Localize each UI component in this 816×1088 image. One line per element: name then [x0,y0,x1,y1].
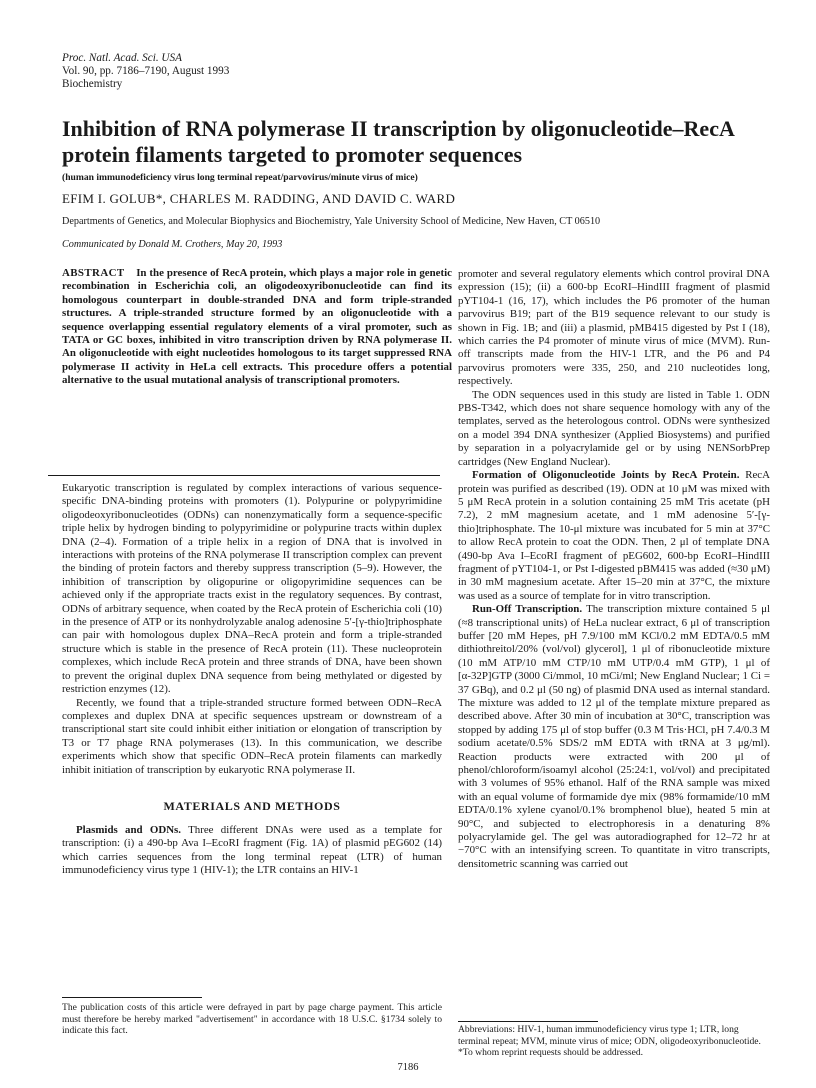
abstract-text: In the presence of RecA protein, which plays a major role in genetic recombination in Escherichia coli, an oligodeoxyribonucleotide can find its homologous counterpart in double-stranded DNA and form triple-stranded structures. A triple-stranded structure formed by an oligonucleotide with a sequence overlapping essential regulatory elements of a viral promoter, such as TATA or GC boxes, inhibited in vitro transcription driven by RNA polymerase II. An oligonucleotide with eight nucleotides homologous to its target suppressed RNA polymerase II activity in HeLa cell extracts. This procedure offers a potential alternative to the usual mutational analysis of transcriptional promoters. [62,267,453,387]
abbreviations-text: Abbreviations: HIV-1, human immunodeficiency virus type 1; LTR, long terminal repeat; MVM, minute virus of mice; ODN, oligodeoxyribonucleotide. [458,1024,761,1047]
paper-subtitle: (human immunodeficiency virus long terminal repeat/parvovirus/minute virus of mice) [62,172,418,183]
methods-heading: MATERIALS AND METHODS [163,798,341,813]
intro-paragraph-1: Eukaryotic transcription is regulated by complex interactions of various sequence-specific DNA-binding proteins with promoters (1). Polypurine or polypyrimidine oligodeoxyribonucleotides (ODNs) can nonenzymatically form a sequence-specific triple helix by hydrogen binding to polypyrimidine or polypurine tracts within duplex DNA (2–4). Formation of a triple helix in a region of DNA that is involved in interactions with proteins of the RNA polymerase II transcription complex can prevent the binding of protein factors and thereby suppress transcription (5–9). However, the inhibition of transcription by oligopurine or oligopyrimidine sequences can be achieved only if the appropriate tracts exist in the regulatory sequences. By contrast, ODNs of arbitrary sequence, when coated by the RecA protein of Escherichia coli (10) in the presence of ATP or its nonhydrolyzable analog adenosine 5′-[γ-thio]triphosphate can pair with homologous duplex DNA–RecA protein and form a triple-stranded structure which is stable in the presence of RecA protein (11). These nucleoprotein complexes, which include RecA protein and three strands of DNA, have been shown to prevent the original duplex DNA sequence from being methylated or digested by restriction enzymes (12). [62,482,442,696]
paper-title: Inhibition of RNA polymerase II transcription by oligonucleotide–RecA protein filaments targeted to promoter sequences [62,116,734,167]
affiliation: Departments of Genetics, and Molecular Biophysics and Biochemistry, Yale University School of Medicine, New Haven, CT 06510 [62,216,601,227]
journal-header [62,52,229,92]
runoff-paragraph [458,603,770,871]
page-charge-footnote: The publication costs of this article were defrayed in part by page charge payment. This article must therefore be hereby marked "advertisement" in accordance with 18 U.S.C. §1734 solely to indicate this fact. [62,1002,442,1037]
abstract-divider [48,475,440,476]
journal-volume: Vol. 90, pp. 7186–7190, August 1993 [62,65,230,78]
footnote-divider [62,997,202,998]
author-list: EFIM I. GOLUB*, CHARLES M. RADDING, AND DAVID C. WARD [62,191,456,206]
formation-runin: Formation of Oligonucleotide Joints by RecA Protein. [472,469,740,482]
formation-paragraph [458,469,770,603]
plasmids-continued: promoter and several regulatory elements which control proviral DNA expression (15); (ii) a 600-bp EcoRI–HindIII fragment of plasmid pYT104-1 (16, 17), which includes the P6 promoter of the human parvovirus B19; part of the B19 sequence relevant to our study is shown in Fig. 1B; and (iii) a plasmid, pMB415 digested by Pst I (18), which carries the P4 promoter of minute virus of mice (MVM). Run-off transcripts made from the HIV-1 LTR, and the P6 and P4 parvovirus promoters were 335, 250, and 210 nucleotides long, respectively. [458,268,770,388]
abstract [62,267,452,388]
abstract-heading: ABSTRACT [62,267,125,279]
left-column [62,482,442,878]
abbreviations-divider [458,1021,598,1022]
right-column [458,268,770,871]
plasmids-runin: Plasmids and ODNs. [76,823,182,836]
runoff-runin: Run-Off Transcription. [472,603,583,616]
plasmids-text: Three different DNAs were used as a template for transcription: (i) a 490-bp Ava I–EcoRI fragment (Fig. 1A) of plasmid pEG602 (14) which carries sequences from the long terminal repeat (LTR) of human immunodeficiency virus type 1 (HIV-1); the LTR contains an HIV-1 [62,823,442,877]
communicated-by: Communicated by Donald M. Crothers, May 20, 1993 [62,239,283,250]
reprint-note: *To whom reprint requests should be addressed. [458,1047,644,1059]
journal-section: Biochemistry [62,78,123,91]
intro-paragraph-2: Recently, we found that a triple-stranded structure formed between ODN–RecA complexes and duplex DNA at specific sequences upstream or downstream of a transcriptional start site could inhibit either initiation or elongation of transcription by T3 or T7 phage RNA polymerases (13). In this communication, we describe experiments which show that specific ODN–RecA protein filaments can markedly inhibit initiation of transcription by eukaryotic RNA polymerase II. [62,696,442,776]
journal-name: Proc. Natl. Acad. Sci. USA [62,52,182,64]
plasmids-paragraph [62,824,442,878]
abbreviations-block [458,1024,770,1059]
odn-paragraph: The ODN sequences used in this study are listed in Table 1. ODN PBS-T342, which does not share sequence homology with any of the templates, served as the heterologous control. ODNs were synthesized on a model 394 DNA synthesizer (Applied Biosystems) and purified by separation in a polyacrylamide gel or by using NENSorbPrep cartridges (New England Nuclear). [458,388,770,468]
formation-text: RecA protein was purified as described (19). ODN at 10 μM was mixed with 5 μM RecA protein in a solution containing 25 mM Tris acetate (pH 7.2), 2 mM magnesium acetate, and 1 mM adenosine 5′-[γ-thio]triphosphate. The 10-μl mixture was incubated for 5 min at 37°C to allow RecA protein to coat the ODN. Then, 2 μl of template DNA (490-bp Ava I–EcoRI fragment of pEG602, 600-bp EcoRI–HindIII fragment of pYT104-1, or Pst I-digested pBM415 was added (≈30 μM) in 30 mM magnesium acetate. After 15–20 min at 37°C, the mixture was used as a source of template for in vitro transcription. [458,469,770,602]
page-number: 7186 [397,1062,419,1073]
runoff-text: The transcription mixture contained 5 μl (≈8 transcriptional units) of HeLa nuclear extract, 6 μl of transcription buffer [20 mM Hepes, pH 7.9/100 mM KCl/0.2 mM EDTA/0.5 mM dithiothreitol/20% (vol/vol) glycerol], 1 μl of ribonucleotide mixture (10 mM ATP/10 mM CTP/10 mM UTP/0.4 mM GTP), 1 μl of [α-32P]GTP (3000 Ci/mmol, 10 mCi/ml; New England Nuclear; 1 Ci = 37 GBq), and 0.2 μl (50 ng) of plasmid DNA used as internal standard. The mixture was added to 12 μl of the template mixture prepared as described above. After 30 min of incubation at 30°C, transcription was stopped by adding 175 μl of stop buffer (0.3 M Tris·HCl, pH 7.4/0.3 M sodium acetate/0.5% SDS/2 mM EDTA with tRNA at 3 μg/ml). Reaction products were extracted with 200 μl of phenol/chloroform/isoamyl alcohol (25:24:1, vol/vol) and precipitated with 3 volumes of 95% ethanol. Half of the RNA sample was mixed with an equal volume of formamide dye mix (98% formamide/10 mM EDTA/0.1% xylene cyanol/0.1% bromphenol blue), heated 5 min at 90°C, and subjected to electrophoresis in a denaturing 8% polyacrylamide gel. The gel was autoradiographed for 12–72 hr at −70°C with an intensifying screen. To quantitate in vitro transcripts, densitometric scanning was carried out [458,603,770,870]
